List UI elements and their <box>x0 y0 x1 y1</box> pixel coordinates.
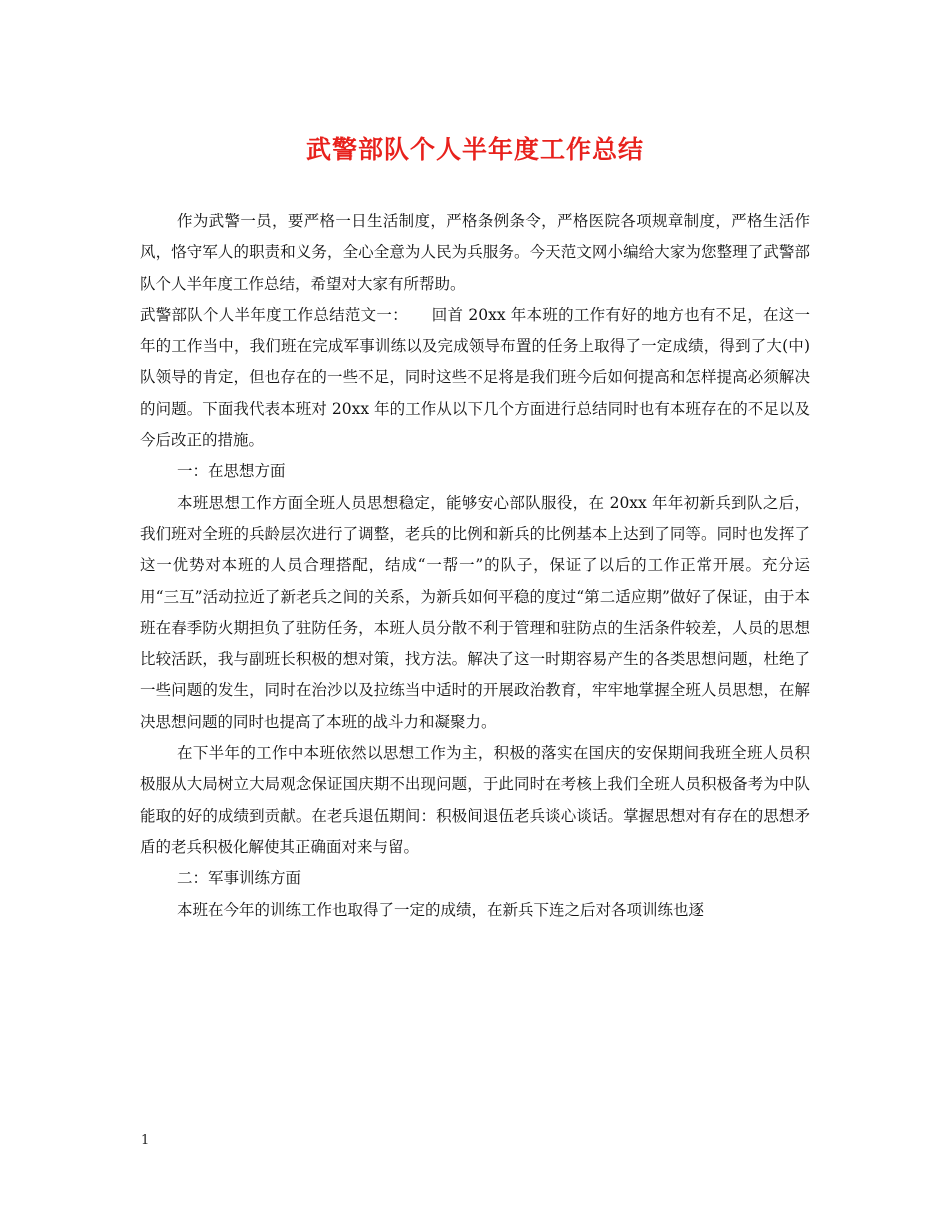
paragraph-second-half: 在下半年的工作中本班依然以思想工作为主，积极的落实在国庆的安保期间我班全班人员积极服从大局树立大局观念保证国庆期不出现问题，于此同时在考核上我们全班人员积极备考为中队能取的好的成绩到贡献。在老兵退伍期间：积极间退伍老兵谈心谈话。掌握思想对有存在的思想矛盾的老兵积极化解使其正确面对来与留。 <box>140 744 810 856</box>
section-heading-training: 二：军事训练方面 <box>177 869 302 888</box>
page-number: 1 <box>141 1133 150 1148</box>
document-body <box>140 206 810 926</box>
section-heading-thought: 一：在思想方面 <box>177 462 286 481</box>
paragraph-intro: 作为武警一员，要严格一日生活制度，严格条例条令，严格医院各项规章制度，严格生活作风，恪守军人的职责和义务，全心全意为人民为兵服务。今天范文网小编给大家为您整理了武警部队个人半年度工作总结，希望对大家有所帮助。 <box>140 212 810 293</box>
paragraph-thought-work: 本班思想工作方面全班人员思想稳定，能够安心部队服役，在 20xx 年年初新兵到队之后，我们班对全班的兵龄层次进行了调整，老兵的比例和新兵的比例基本上达到了同等。同时也发挥了这一优势对本班的人员合理搭配，结成“一帮一”的队子，保证了以后的工作正常开展。充分运用“三互”活动拉近了新老兵之间的关系，为新兵如何平稳的度过“第二适应期”做好了保证，由于本班在春季防火期担负了驻防任务，本班人员分散不利于管理和驻防点的生活条件较差，人员的思想比较活跃，我与副班长积极的想对策，找方法。解决了这一时期容易产生的各类思想问题，杜绝了一些问题的发生，同时在治沙以及拉练当中适时的开展政治教育，牢牢地掌握全班人员思想，在解决思想问题的同时也提高了本班的战斗力和凝聚力。 <box>140 493 810 731</box>
paragraph-sample-one: 武警部队个人半年度工作总结范文一： 回首 20xx 年本班的工作有好的地方也有不足，在这一年的工作当中，我们班在完成军事训练以及完成领导布置的任务上取得了一定成绩，得到了大(中)队领导的肯定，但也存在的一些不足，同时这些不足将是我们班今后如何提高和怎样提高必须解决的问题。下面我代表本班对 20xx 年的工作从以下几个方面进行总结同时也有本班存在的不足以及今后改正的措施。 <box>140 305 810 450</box>
paragraph-training: 本班在今年的训练工作也取得了一定的成绩，在新兵下连之后对各项训练也逐 <box>177 900 705 919</box>
document-title: 武警部队个人半年度工作总结 <box>305 135 644 164</box>
